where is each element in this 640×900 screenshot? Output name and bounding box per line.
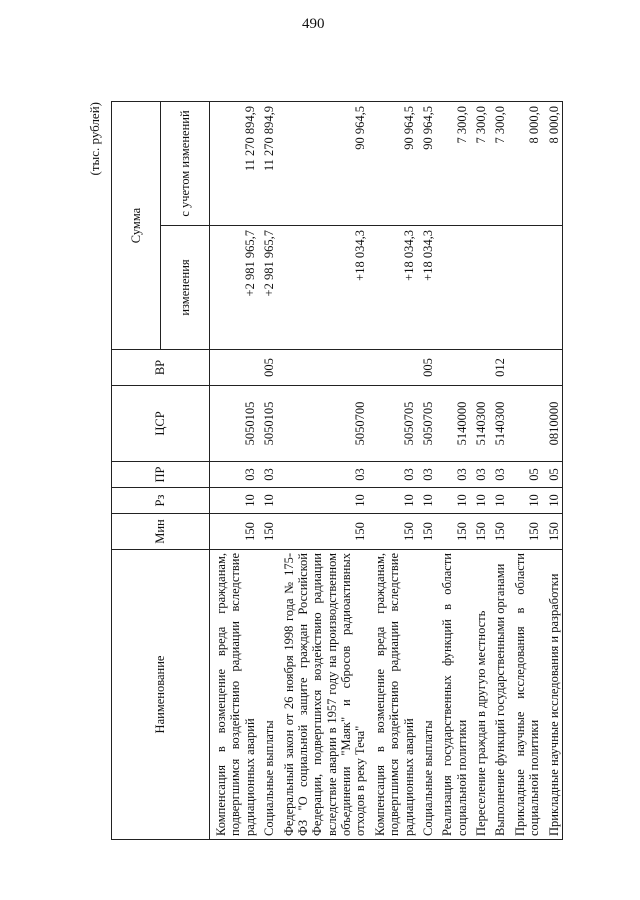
row-pr: 03 <box>278 462 369 488</box>
row-csr: 5050705 <box>417 386 436 462</box>
row-changes: +18 034,3 <box>369 226 417 350</box>
row-changes: +18 034,3 <box>417 226 436 350</box>
header-min: Мин <box>112 514 210 550</box>
row-total: 7 300,0 <box>436 102 470 226</box>
row-vr <box>210 350 259 386</box>
row-rz: 10 <box>470 488 489 514</box>
row-vr: 005 <box>417 350 436 386</box>
row-min: 150 <box>543 514 563 550</box>
row-pr: 03 <box>258 462 277 488</box>
row-min: 150 <box>509 514 543 550</box>
row-total: 8 000,0 <box>543 102 563 226</box>
header-csr: ЦСР <box>112 386 210 462</box>
table-row <box>436 102 470 840</box>
row-min: 150 <box>436 514 470 550</box>
budget-table <box>111 101 563 840</box>
row-rz: 10 <box>543 488 563 514</box>
row-name: Компенсация в возмещение вреда гражданам, подвергшимся воздействию радиации вследствие радиационных аварий <box>210 550 259 840</box>
row-rz: 10 <box>509 488 543 514</box>
table-row <box>489 102 508 840</box>
row-rz: 10 <box>417 488 436 514</box>
row-min: 150 <box>489 514 508 550</box>
row-name: Прикладные научные исследования в области социальной политики <box>509 550 543 840</box>
row-changes <box>436 226 470 350</box>
row-changes <box>543 226 563 350</box>
budget-sheet <box>85 100 561 840</box>
units-label: (тыс. рублей) <box>87 102 102 176</box>
row-total: 90 964,5 <box>417 102 436 226</box>
row-changes: +2 981 965,7 <box>258 226 277 350</box>
row-total: 11 270 894,9 <box>258 102 277 226</box>
row-changes <box>489 226 508 350</box>
table-row <box>417 102 436 840</box>
row-changes: +2 981 965,7 <box>210 226 259 350</box>
row-min: 150 <box>210 514 259 550</box>
row-csr: 5050105 <box>210 386 259 462</box>
header-rz: Рз <box>112 488 210 514</box>
row-name: Выполнение функций государственными органами <box>489 550 508 840</box>
row-csr: 0810000 <box>543 386 563 462</box>
row-min: 150 <box>470 514 489 550</box>
row-min: 150 <box>258 514 277 550</box>
table-row <box>470 102 489 840</box>
row-total: 8 000,0 <box>509 102 543 226</box>
table-row <box>278 102 369 840</box>
row-min: 150 <box>417 514 436 550</box>
row-pr: 05 <box>543 462 563 488</box>
row-changes <box>470 226 489 350</box>
row-total: 7 300,0 <box>489 102 508 226</box>
row-name: Прикладные научные исследования и разработки <box>543 550 563 840</box>
row-vr <box>509 350 543 386</box>
table-row <box>210 102 259 840</box>
row-vr: 005 <box>258 350 277 386</box>
row-rz: 10 <box>278 488 369 514</box>
row-vr <box>543 350 563 386</box>
row-csr: 5050105 <box>258 386 277 462</box>
row-name: Социальные выплаты <box>258 550 277 840</box>
row-vr <box>470 350 489 386</box>
row-min: 150 <box>369 514 417 550</box>
row-vr <box>278 350 369 386</box>
row-rz: 10 <box>210 488 259 514</box>
header-changes: изменения <box>161 226 210 350</box>
page-number: 490 <box>302 16 325 32</box>
row-pr: 03 <box>470 462 489 488</box>
row-rz: 10 <box>436 488 470 514</box>
row-pr: 03 <box>436 462 470 488</box>
header-pr: ПР <box>112 462 210 488</box>
row-total: 7 300,0 <box>470 102 489 226</box>
table-row <box>509 102 543 840</box>
row-vr: 012 <box>489 350 508 386</box>
row-name: Федеральный закон от 26 ноября 1998 года № 175-ФЗ "О социальной защите граждан Российской Федерации, подвергшихся воздействию радиации вследствие аварии в 1957 году на производственном объединении "Маяк" и сбросов радиоактивных отходов в реку Теча" <box>278 550 369 840</box>
row-csr: 5140300 <box>489 386 508 462</box>
row-rz: 10 <box>258 488 277 514</box>
row-pr: 03 <box>417 462 436 488</box>
row-csr <box>509 386 543 462</box>
row-csr: 5140000 <box>436 386 470 462</box>
row-csr: 5050700 <box>278 386 369 462</box>
row-total: 90 964,5 <box>278 102 369 226</box>
table-row <box>369 102 417 840</box>
row-vr <box>369 350 417 386</box>
table-row <box>543 102 563 840</box>
row-vr <box>436 350 470 386</box>
row-pr: 03 <box>369 462 417 488</box>
header-vr: ВР <box>112 350 210 386</box>
row-pr: 05 <box>509 462 543 488</box>
row-min: 150 <box>278 514 369 550</box>
table-row <box>258 102 277 840</box>
row-name: Компенсация в возмещение вреда гражданам, подвергшимся воздействию радиации вследствие радиационных аварий <box>369 550 417 840</box>
row-name: Переселение граждан в другую местность <box>470 550 489 840</box>
row-csr: 5140300 <box>470 386 489 462</box>
row-changes: +18 034,3 <box>278 226 369 350</box>
row-total: 11 270 894,9 <box>210 102 259 226</box>
header-with-changes: с учетом изменений <box>161 102 210 226</box>
row-rz: 10 <box>489 488 508 514</box>
row-name: Реализация государственных функций в области социальной политики <box>436 550 470 840</box>
header-sum: Сумма <box>112 102 161 350</box>
row-pr: 03 <box>489 462 508 488</box>
row-changes <box>509 226 543 350</box>
header-name: Наименование <box>112 550 210 840</box>
row-total: 90 964,5 <box>369 102 417 226</box>
row-pr: 03 <box>210 462 259 488</box>
row-csr: 5050705 <box>369 386 417 462</box>
row-name: Социальные выплаты <box>417 550 436 840</box>
row-rz: 10 <box>369 488 417 514</box>
